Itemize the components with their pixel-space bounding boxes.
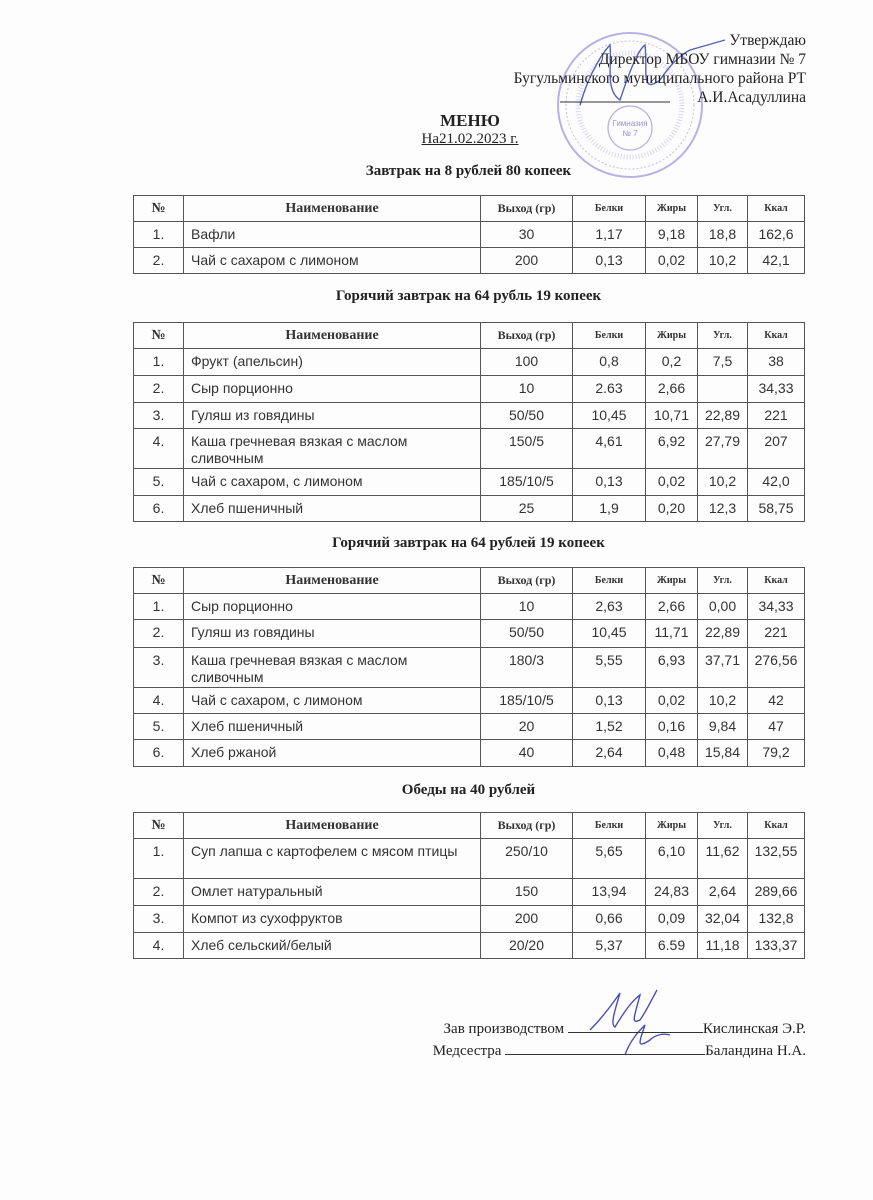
table-row — [134, 496, 805, 522]
item-carbs: 10,2 — [698, 469, 748, 496]
column-header: Белки — [573, 196, 646, 222]
item-portion: 30 — [481, 222, 573, 248]
item-number: 1. — [134, 594, 184, 620]
column-header: Угл. — [698, 323, 748, 349]
column-header: № — [134, 323, 184, 349]
item-carbs: 2,64 — [698, 879, 748, 906]
item-fat: 0,2 — [646, 349, 698, 376]
item-name: Гуляш из говядины — [184, 403, 481, 429]
item-portion: 150/5 — [481, 429, 573, 469]
column-header: Угл. — [698, 568, 748, 594]
item-number: 6. — [134, 740, 184, 767]
item-portion: 50/50 — [481, 403, 573, 429]
item-portion: 100 — [481, 349, 573, 376]
nurse-label: Медсестра — [432, 1043, 502, 1059]
item-protein: 5,55 — [573, 648, 646, 688]
column-header: Выход (гр) — [481, 813, 573, 839]
item-number: 2. — [134, 248, 184, 274]
item-name: Фрукт (апельсин) — [184, 349, 481, 376]
item-number: 3. — [134, 403, 184, 429]
svg-text:Гимназия: Гимназия — [612, 119, 648, 128]
approval-line: Директор МБОУ гимназии № 7 — [598, 51, 806, 68]
page-title: МЕНЮ — [440, 111, 500, 130]
item-carbs: 37,71 — [698, 648, 748, 688]
item-name: Компот из сухофруктов — [184, 906, 481, 933]
item-fat: 6,92 — [646, 429, 698, 469]
item-kcal: 276,56 — [748, 648, 805, 688]
item-protein: 13,94 — [573, 879, 646, 906]
item-fat: 0,16 — [646, 714, 698, 740]
table-row — [134, 933, 805, 959]
item-carbs: 12,3 — [698, 496, 748, 522]
item-name: Хлеб сельский/белый — [184, 933, 481, 959]
item-portion: 200 — [481, 906, 573, 933]
item-protein: 5,37 — [573, 933, 646, 959]
item-kcal: 221 — [748, 620, 805, 648]
item-kcal: 221 — [748, 403, 805, 429]
item-number: 1. — [134, 222, 184, 248]
table-row — [134, 620, 805, 648]
item-portion: 10 — [481, 594, 573, 620]
item-protein: 2,63 — [573, 594, 646, 620]
item-kcal: 162,6 — [748, 222, 805, 248]
svg-text:№ 7: № 7 — [622, 129, 638, 138]
item-protein: 0,13 — [573, 469, 646, 496]
column-header: Жиры — [646, 323, 698, 349]
item-portion: 20/20 — [481, 933, 573, 959]
item-portion: 185/10/5 — [481, 688, 573, 714]
item-number: 3. — [134, 648, 184, 688]
item-fat: 6,93 — [646, 648, 698, 688]
item-carbs — [698, 376, 748, 403]
item-fat: 0,20 — [646, 496, 698, 522]
item-kcal: 207 — [748, 429, 805, 469]
item-number: 6. — [134, 496, 184, 522]
nurse-name: Баландина Н.А. — [705, 1043, 806, 1059]
item-protein: 1,9 — [573, 496, 646, 522]
table-header-row — [134, 323, 805, 349]
item-number: 1. — [134, 839, 184, 879]
item-portion: 20 — [481, 714, 573, 740]
item-protein: 1,17 — [573, 222, 646, 248]
item-name: Вафли — [184, 222, 481, 248]
item-name: Чай с сахаром, с лимоном — [184, 688, 481, 714]
column-header: Выход (гр) — [481, 196, 573, 222]
item-kcal: 42,1 — [748, 248, 805, 274]
item-carbs: 15,84 — [698, 740, 748, 767]
item-number: 4. — [134, 933, 184, 959]
table-row — [134, 469, 805, 496]
approval-block — [514, 31, 806, 107]
item-portion: 25 — [481, 496, 573, 522]
section-title: Горячий завтрак на 64 рублей 19 копеек — [332, 535, 605, 551]
table-row — [134, 879, 805, 906]
column-header: Наименование — [184, 196, 481, 222]
column-header: № — [134, 813, 184, 839]
item-name: Каша гречневая вязкая с маслом сливочным — [184, 648, 481, 688]
column-header: Выход (гр) — [481, 323, 573, 349]
item-name: Хлеб ржаной — [184, 740, 481, 767]
production-name: Кислинская Э.Р. — [702, 1021, 806, 1037]
item-carbs: 0,00 — [698, 594, 748, 620]
item-carbs: 18,8 — [698, 222, 748, 248]
item-fat: 2,66 — [646, 376, 698, 403]
table-row — [134, 222, 805, 248]
section-title: Завтрак на 8 рублей 80 копеек — [365, 163, 572, 179]
item-kcal: 289,66 — [748, 879, 805, 906]
menu-table — [133, 567, 805, 767]
item-number: 2. — [134, 376, 184, 403]
column-header: Ккал — [748, 813, 805, 839]
item-carbs: 7,5 — [698, 349, 748, 376]
column-header: Наименование — [184, 568, 481, 594]
column-header: Жиры — [646, 568, 698, 594]
item-fat: 0,48 — [646, 740, 698, 767]
column-header: Жиры — [646, 813, 698, 839]
item-number: 5. — [134, 469, 184, 496]
column-header: № — [134, 568, 184, 594]
item-fat: 6.59 — [646, 933, 698, 959]
item-carbs: 27,79 — [698, 429, 748, 469]
menu-table — [133, 195, 805, 274]
item-number: 5. — [134, 714, 184, 740]
item-kcal: 132,55 — [748, 839, 805, 879]
item-fat: 0,02 — [646, 688, 698, 714]
menu-date: На21.02.2023 г. — [421, 131, 519, 147]
table-row — [134, 740, 805, 767]
item-portion: 185/10/5 — [481, 469, 573, 496]
table-row — [134, 688, 805, 714]
item-name: Сыр порционно — [184, 376, 481, 403]
item-kcal: 38 — [748, 349, 805, 376]
column-header: Наименование — [184, 323, 481, 349]
item-kcal: 42 — [748, 688, 805, 714]
menu-table — [133, 322, 805, 522]
item-kcal: 79,2 — [748, 740, 805, 767]
table-row — [134, 714, 805, 740]
item-fat: 0,02 — [646, 469, 698, 496]
approval-line: А.И.Асадуллина — [697, 89, 806, 106]
column-header: Ккал — [748, 323, 805, 349]
item-fat: 24,83 — [646, 879, 698, 906]
item-name: Хлеб пшеничный — [184, 496, 481, 522]
item-name: Чай с сахаром, с лимоном — [184, 469, 481, 496]
signatures — [433, 1018, 806, 1062]
item-portion: 150 — [481, 879, 573, 906]
signature-line — [505, 1040, 705, 1055]
item-carbs: 11,18 — [698, 933, 748, 959]
item-portion: 10 — [481, 376, 573, 403]
item-protein: 5,65 — [573, 839, 646, 879]
item-carbs: 22,89 — [698, 403, 748, 429]
item-carbs: 10,2 — [698, 688, 748, 714]
column-header: Жиры — [646, 196, 698, 222]
column-header: Ккал — [748, 568, 805, 594]
item-protein: 1,52 — [573, 714, 646, 740]
column-header: Ккал — [748, 196, 805, 222]
item-kcal: 34,33 — [748, 376, 805, 403]
table-row — [134, 248, 805, 274]
item-carbs: 9,84 — [698, 714, 748, 740]
item-portion: 200 — [481, 248, 573, 274]
item-protein: 10,45 — [573, 403, 646, 429]
item-number: 4. — [134, 429, 184, 469]
item-protein: 0,66 — [573, 906, 646, 933]
item-portion: 250/10 — [481, 839, 573, 879]
approval-line: Утверждаю — [729, 32, 806, 49]
item-portion: 180/3 — [481, 648, 573, 688]
table-row — [134, 376, 805, 403]
item-portion: 40 — [481, 740, 573, 767]
item-carbs: 10,2 — [698, 248, 748, 274]
item-protein: 0,13 — [573, 248, 646, 274]
item-protein: 0,13 — [573, 688, 646, 714]
item-portion: 50/50 — [481, 620, 573, 648]
item-number: 1. — [134, 349, 184, 376]
section-title: Обеды на 40 рублей — [401, 782, 536, 798]
item-fat: 11,71 — [646, 620, 698, 648]
item-name: Суп лапша с картофелем с мясом птицы — [184, 839, 481, 879]
item-protein: 2,64 — [573, 740, 646, 767]
table-header-row — [134, 568, 805, 594]
item-number: 2. — [134, 879, 184, 906]
item-fat: 2,66 — [646, 594, 698, 620]
column-header: Угл. — [698, 196, 748, 222]
item-kcal: 34,33 — [748, 594, 805, 620]
table-row — [134, 429, 805, 469]
item-name: Омлет натуральный — [184, 879, 481, 906]
item-carbs: 11,62 — [698, 839, 748, 879]
item-name: Хлеб пшеничный — [184, 714, 481, 740]
column-header: Белки — [573, 323, 646, 349]
column-header: Наименование — [184, 813, 481, 839]
item-kcal: 132,8 — [748, 906, 805, 933]
item-carbs: 22,89 — [698, 620, 748, 648]
table-header-row — [134, 196, 805, 222]
table-row — [134, 594, 805, 620]
item-fat: 10,71 — [646, 403, 698, 429]
item-number: 4. — [134, 688, 184, 714]
table-row — [134, 839, 805, 879]
item-protein: 10,45 — [573, 620, 646, 648]
item-fat: 0,02 — [646, 248, 698, 274]
item-kcal: 58,75 — [748, 496, 805, 522]
item-name: Каша гречневая вязкая с маслом сливочным — [184, 429, 481, 469]
item-fat: 0,09 — [646, 906, 698, 933]
item-protein: 2.63 — [573, 376, 646, 403]
column-header: Белки — [573, 568, 646, 594]
item-number: 2. — [134, 620, 184, 648]
item-name: Гуляш из говядины — [184, 620, 481, 648]
section-title: Горячий завтрак на 64 рубль 19 копеек — [335, 288, 602, 304]
column-header: Белки — [573, 813, 646, 839]
table-header-row — [134, 813, 805, 839]
column-header: Выход (гр) — [481, 568, 573, 594]
item-kcal: 47 — [748, 714, 805, 740]
item-kcal: 133,37 — [748, 933, 805, 959]
item-fat: 6,10 — [646, 839, 698, 879]
item-number: 3. — [134, 906, 184, 933]
approval-line: Бугульминского муниципального района РТ — [513, 70, 806, 87]
item-protein: 0,8 — [573, 349, 646, 376]
item-protein: 4,61 — [573, 429, 646, 469]
table-row — [134, 403, 805, 429]
column-header: № — [134, 196, 184, 222]
table-row — [134, 648, 805, 688]
item-name: Сыр порционно — [184, 594, 481, 620]
menu-table — [133, 812, 805, 959]
table-row — [134, 349, 805, 376]
item-fat: 9,18 — [646, 222, 698, 248]
column-header: Угл. — [698, 813, 748, 839]
table-row — [134, 906, 805, 933]
item-kcal: 42,0 — [748, 469, 805, 496]
item-name: Чай с сахаром с лимоном — [184, 248, 481, 274]
item-carbs: 32,04 — [698, 906, 748, 933]
signature-line — [568, 1018, 703, 1033]
production-label: Зав производством — [443, 1021, 565, 1037]
